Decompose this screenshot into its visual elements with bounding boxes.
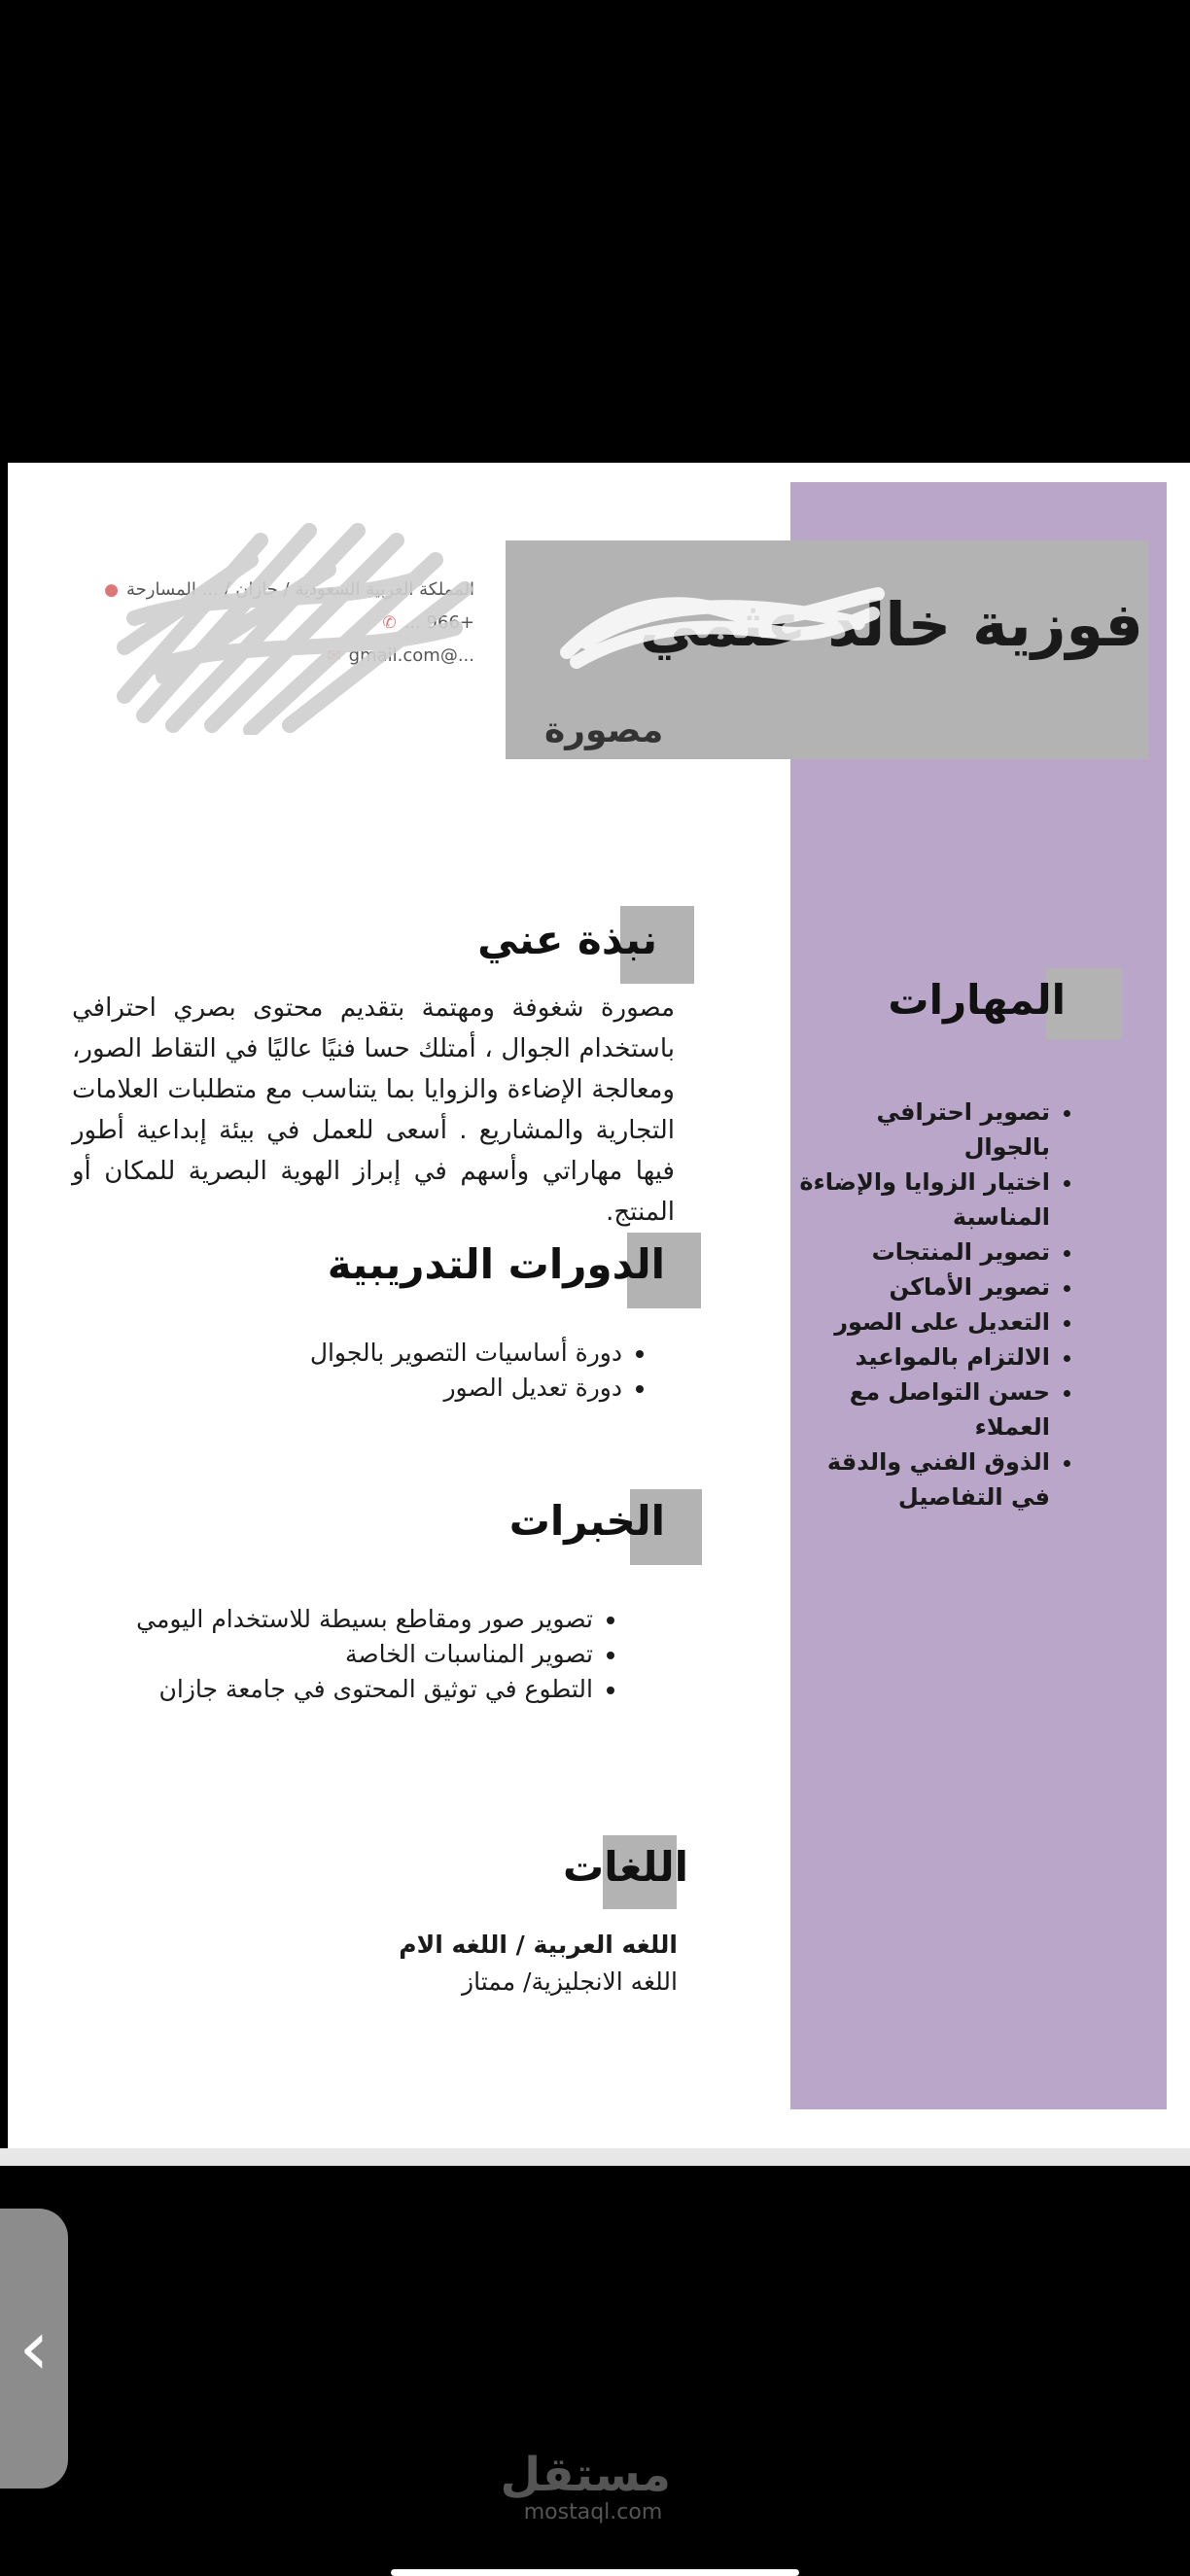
list-item: • تصوير صور ومقاطع بسيطة للاستخدام اليومي [107,1602,593,1637]
phone-icon: ✆ [382,612,397,633]
list-item: • الالتزام بالمواعيد [797,1340,1050,1375]
about-title: نبذة عني [477,916,657,963]
mostaql-watermark [500,2448,671,2524]
list-item: • اختيار الزوايا والإضاءة المناسبة [797,1165,1050,1235]
list-item: • حسن التواصل مع العملاء [797,1375,1050,1445]
brand-name-ar: مستقل [500,2448,671,2502]
about-text: مصورة شغوفة ومهتمة بتقديم محتوى بصري احترافي باستخدام الجوال ، أمتلك حسا فنيًا عاليًا في التقاط الصور، ومعالجة الإضاءة والزوايا بما يتناسب مع متطلبات العلامات التجارية والمشاريع . أسعى للعمل في بيئة إبداعية أطور فيها مهاراتي وأسهم في إبراز الهوية البصرية للمكان أو المنتج. [72,993,675,1227]
list-item: • دورة تعديل الصور [214,1371,622,1406]
resume-page [8,463,1190,2148]
job-title: مصورة [544,711,664,750]
list-item: • الذوق الفني والدقة في التفاصيل [797,1445,1050,1514]
chevron-right-icon: › [18,2305,50,2392]
list-item: • التعديل على الصور [797,1305,1050,1340]
language-item: اللغه الانجليزية/ ممتاز [462,1967,678,1996]
languages-title: اللغات [563,1843,688,1891]
contact-phone: +966 ... [403,612,474,633]
redaction-scribble [557,565,888,691]
skills-list [797,1095,1085,1514]
courses-list [214,1336,659,1406]
contact-email: ...@gmail.com [348,645,474,666]
language-item: اللغه العربية / اللغه الام [399,1931,678,1959]
redaction-scribble [105,502,494,735]
experience-title: الخبرات [508,1497,665,1545]
list-item: • التطوع في توثيق المحتوى في جامعة جازان [107,1672,593,1707]
home-indicator[interactable] [391,2569,799,2576]
list-item: • دورة أساسيات التصوير بالجوال [214,1336,622,1371]
mail-icon: ✉ [327,645,341,666]
location-icon: ● [104,579,119,600]
brand-name-en: mostaql.com [523,2500,663,2524]
contact-address: المملكة العربية السعودية / جازان / ... المسارحة [125,579,474,600]
experience-list [107,1602,630,1707]
person-name: فوزية خالد عثمي [639,589,1143,660]
list-item: • تصوير المناسبات الخاصة [107,1637,593,1672]
courses-title: الدورات التدريبية [327,1240,665,1288]
page-bottom-edge [0,2148,1190,2166]
list-item: • تصوير احترافي بالجوال [797,1095,1050,1165]
list-item: • تصوير المنتجات [797,1235,1050,1270]
skills-title: المهارات [888,976,1066,1024]
list-item: • تصوير الأماكن [797,1270,1050,1305]
next-page-button[interactable] [0,2209,68,2489]
